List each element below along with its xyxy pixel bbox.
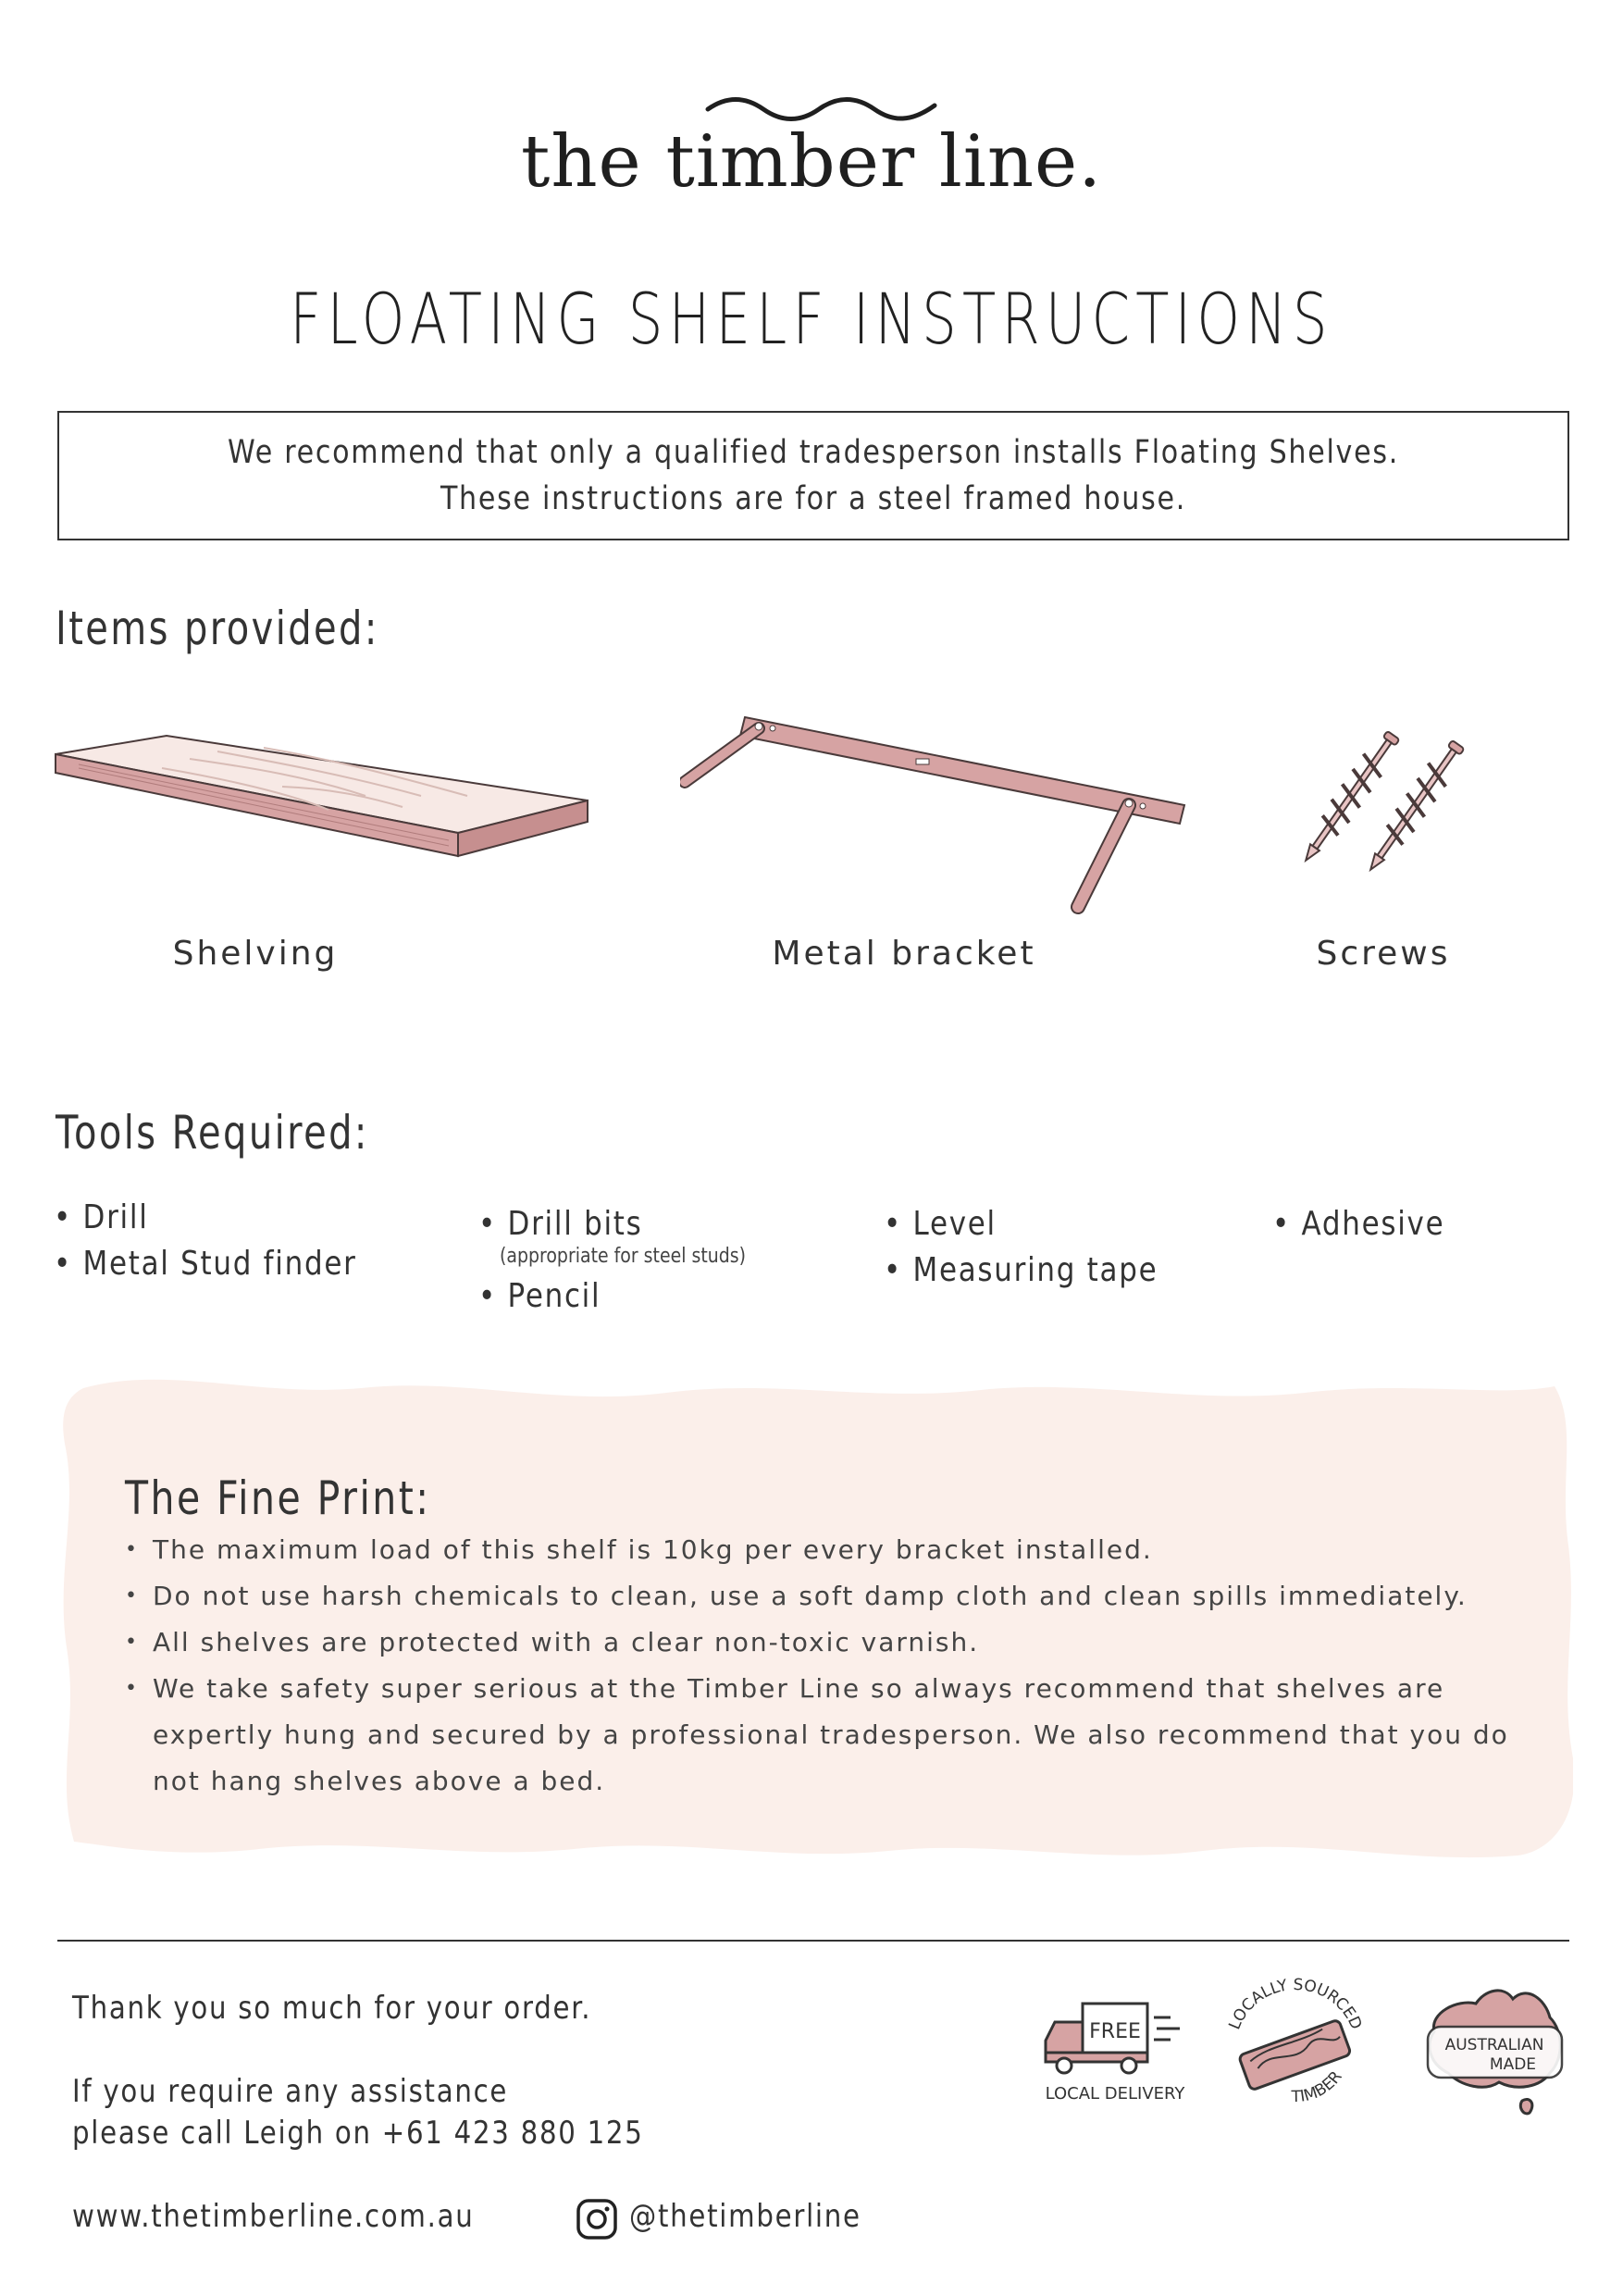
notice-line-1: We recommend that only a qualified tradesperson installs Floating Shelves. <box>227 434 1400 471</box>
tool-drill-bits-note: (appropriate for steel studs) <box>500 1245 747 1268</box>
free-badge-text: FREE <box>1089 2020 1141 2043</box>
instagram-icon[interactable] <box>576 2198 618 2240</box>
tool-drill-bits: • Drill bits <box>478 1205 643 1243</box>
item-label-shelving: Shelving <box>172 935 339 973</box>
assist-line-2: please call Leigh on +61 423 880 125 <box>72 2115 644 2152</box>
item-label-metal-bracket: Metal bracket <box>772 935 1036 973</box>
website-link[interactable]: www.thetimberline.com.au <box>72 2198 475 2235</box>
timber-text: TIMBER <box>1291 2067 1346 2107</box>
tool-pencil: • Pencil <box>478 1277 601 1315</box>
fine-print-item: • Do not use harsh chemicals to clean, use a soft damp cloth and clean spills immediately. <box>125 1573 1513 1620</box>
assist-line-1: If you require any assistance <box>72 2073 509 2110</box>
tool-adhesive: • Adhesive <box>1272 1205 1445 1243</box>
tool-measuring-tape: • Measuring tape <box>884 1251 1158 1289</box>
shelf-board-icon <box>51 731 606 898</box>
fine-print-heading: The Fine Print: <box>125 1471 431 1525</box>
australian-made-badge <box>1411 1976 1578 2133</box>
tool-level: • Level <box>884 1205 997 1243</box>
fine-print-item: • All shelves are protected with a clear non-toxic varnish. <box>125 1620 1513 1666</box>
tool-stud-finder: • Metal Stud finder <box>54 1245 357 1283</box>
tools-heading: Tools Required: <box>56 1106 369 1160</box>
local-delivery-text: LOCAL DELIVERY <box>1045 2084 1185 2104</box>
tool-drill: • Drill <box>54 1198 149 1236</box>
fine-print-item: • The maximum load of this shelf is 10kg per every bracket installed. <box>125 1527 1513 1573</box>
notice-box <box>57 411 1569 540</box>
thanks-text: Thank you so much for your order. <box>72 1990 592 2027</box>
svg-text:LOCALLY SOURCED <box>1225 1976 1365 2032</box>
footer-divider <box>57 1940 1569 1942</box>
brand-logo-text: the timber line. <box>520 120 1103 204</box>
made-text: MADE <box>1489 2055 1537 2074</box>
fine-print-list <box>125 1527 1513 1805</box>
notice-line-2: These instructions are for a steel framed house. <box>440 480 1187 517</box>
free-delivery-badge <box>1041 1990 1198 2110</box>
items-provided-heading: Items provided: <box>56 602 379 655</box>
locally-sourced-badge <box>1217 1971 1374 2128</box>
instagram-handle[interactable]: @thetimberline <box>629 2198 861 2235</box>
item-label-screws: Screws <box>1316 935 1451 973</box>
australian-text: AUSTRALIAN <box>1444 2036 1544 2054</box>
page-title: FLOATING SHELF INSTRUCTIONS <box>290 278 1333 360</box>
locally-sourced-text: LOCALLY SOURCED <box>1225 1975 1366 2033</box>
screws-icon <box>1295 713 1471 888</box>
metal-bracket-icon <box>680 708 1198 930</box>
fine-print-item: • We take safety super serious at the Timber Line so always recommend that shelves are expertly hung and secured by a professional tradesperson. We also recommend that you do not hang shelves above a bed. <box>125 1666 1513 1805</box>
